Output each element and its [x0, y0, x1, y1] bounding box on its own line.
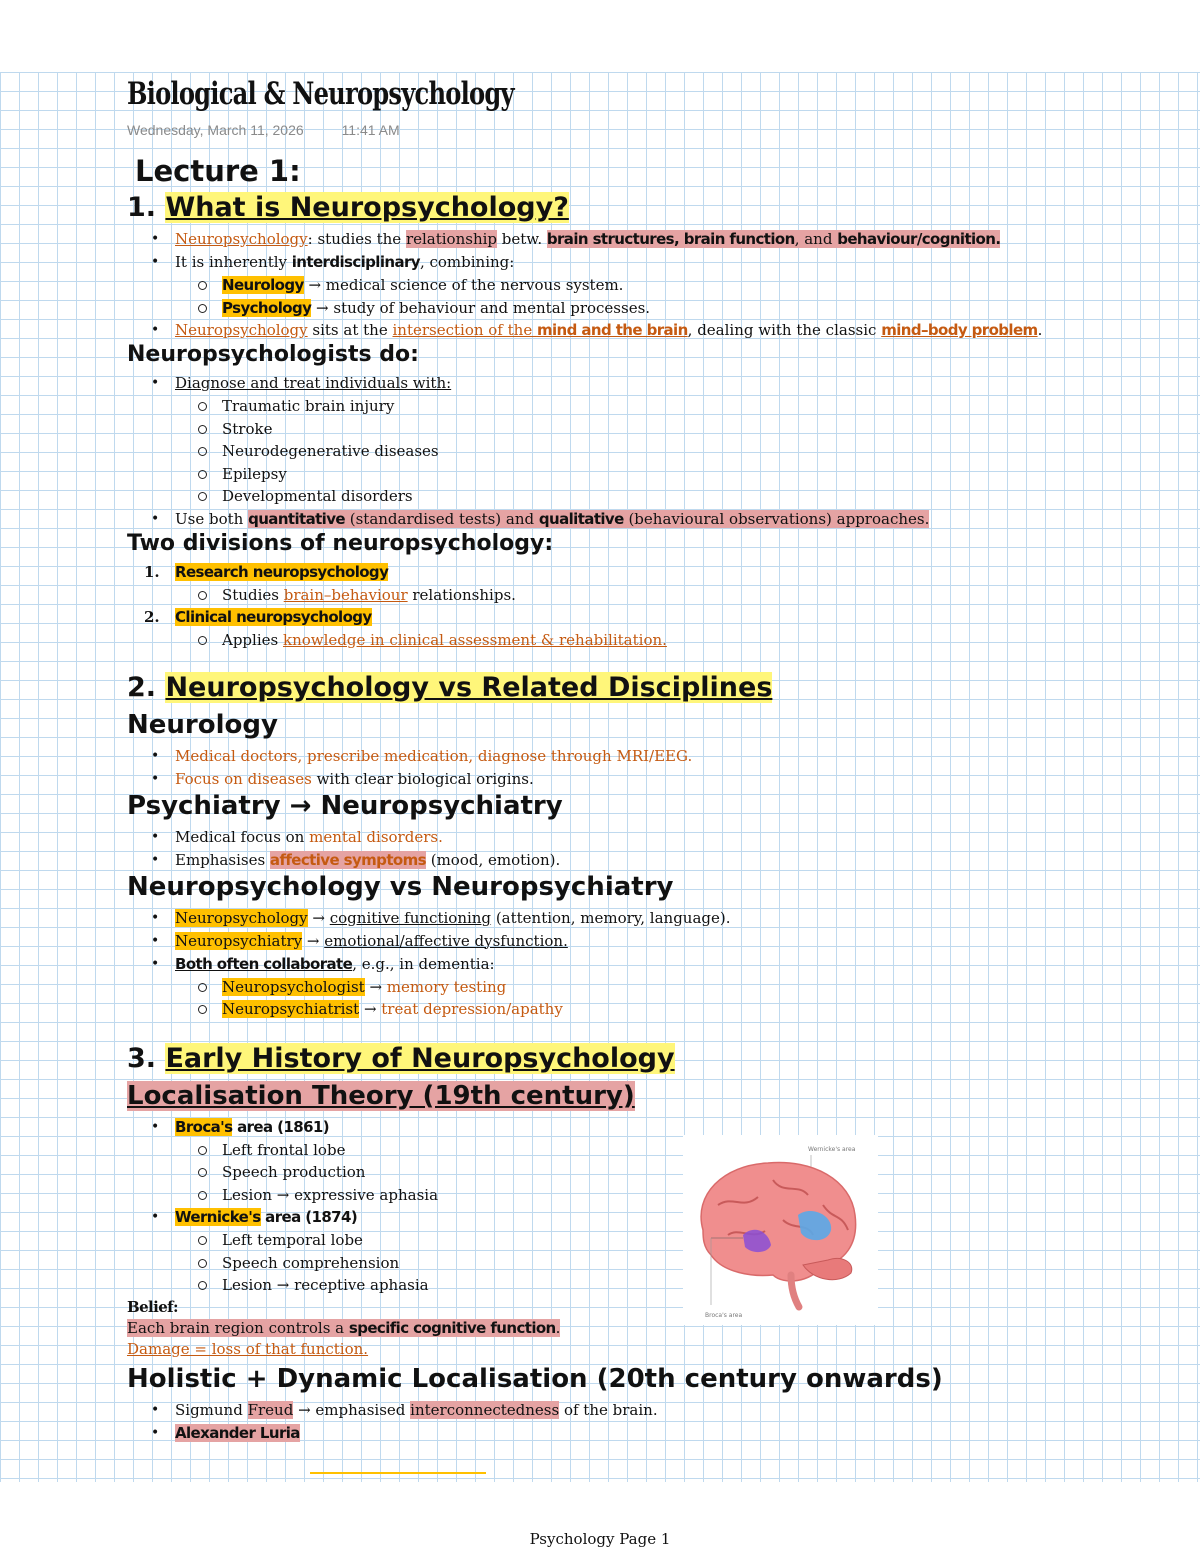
term: Neuropsychologist — [222, 977, 365, 996]
text: (attention, memory, language). — [491, 908, 731, 927]
text: with clear biological origins. — [311, 769, 534, 788]
belief-line — [127, 1318, 1167, 1339]
list-item — [127, 228, 1167, 251]
text: Left temporal lobe — [222, 1231, 363, 1249]
section-number: 2. — [127, 671, 157, 703]
term: Research neuropsychology — [175, 562, 389, 581]
text: → study of behaviour and mental processes. — [311, 298, 651, 317]
divisions-list — [127, 561, 1167, 652]
subheading: Neuropsychologists do: — [127, 342, 419, 367]
text: cognitive functioning — [329, 908, 492, 927]
list-item — [127, 907, 1167, 930]
text: Medical doctors, prescribe medication, diagnose through MRI/EEG. — [175, 746, 693, 765]
list-item — [127, 1399, 1167, 1422]
text: knowledge in clinical assessment & rehabilitation. — [282, 631, 667, 649]
text: → — [302, 931, 325, 950]
list-item — [127, 418, 1167, 441]
text: Lesion → expressive aphasia — [222, 1185, 439, 1204]
list-item — [127, 976, 1167, 999]
term: Broca's — [175, 1117, 233, 1136]
list-item — [127, 849, 1167, 872]
text: mind and the brain — [536, 321, 688, 339]
list-item — [127, 1139, 1167, 1162]
text: , and — [794, 230, 838, 248]
text: → emphasised — [293, 1400, 411, 1419]
text: , e.g., in dementia: — [352, 954, 495, 973]
list-item — [127, 1184, 1167, 1207]
term: Freud — [247, 1400, 294, 1419]
text: Neurodegenerative diseases — [222, 442, 439, 460]
list-item — [127, 297, 1167, 320]
term: Neuropsychiatry — [175, 931, 303, 950]
term: Clinical neuropsychology — [175, 608, 372, 626]
text: mental disorders. — [309, 827, 443, 846]
list-item — [127, 1161, 1167, 1184]
list-item — [127, 319, 1167, 342]
section-number: 3. — [127, 1042, 157, 1074]
text: Left frontal lobe — [222, 1140, 346, 1159]
text: Applies — [222, 631, 283, 649]
term: specific cognitive function — [348, 1318, 556, 1337]
subheading: Holistic + Dynamic Localisation (20th century onwards) — [127, 1363, 943, 1394]
text: Epilepsy — [222, 464, 287, 483]
subheading: Neurology — [127, 709, 278, 740]
text: Emphasises — [175, 850, 270, 869]
text: relationships. — [407, 585, 516, 604]
holistic-list — [127, 1399, 1167, 1445]
belief-label: Belief: — [127, 1297, 178, 1316]
term: Psychology — [222, 298, 312, 317]
term: interconnectedness — [410, 1400, 560, 1419]
list-item — [127, 930, 1167, 953]
list-item — [127, 606, 1167, 629]
text: Each brain region controls a — [127, 1318, 349, 1337]
text: : studies the — [307, 230, 406, 248]
text: memory testing — [386, 977, 507, 996]
list-item — [127, 1206, 1167, 1229]
figure-label-wernicke: Wernicke's area — [808, 1146, 856, 1153]
text: Medical focus on — [175, 827, 310, 846]
list-item — [127, 395, 1167, 418]
text: Focus on diseases — [175, 769, 312, 788]
text: (standardised tests) and — [344, 509, 539, 528]
list-item — [127, 251, 1167, 274]
psychiatry-list — [127, 826, 1167, 872]
term: interdisciplinary — [291, 253, 420, 271]
list-item — [127, 826, 1167, 849]
text: . — [1037, 321, 1043, 339]
subheading: Neuropsychology vs Neuropsychiatry — [127, 871, 674, 902]
section-1-heading — [127, 192, 1167, 228]
subheading — [127, 1081, 1167, 1116]
text: → — [359, 1000, 382, 1018]
text: area (1861) — [232, 1117, 330, 1136]
text: Stroke — [222, 419, 273, 438]
text: , combining: — [419, 253, 515, 271]
list-item — [127, 463, 1167, 486]
text: brain–behaviour — [283, 585, 408, 604]
list-item — [127, 629, 1167, 652]
text: It is inherently — [175, 253, 292, 271]
text: area (1874) — [260, 1208, 358, 1226]
page-time: 11:41 AM — [341, 122, 400, 138]
section-title: What is Neuropsychology? — [165, 192, 569, 223]
list-item — [127, 508, 1167, 531]
list-item — [127, 953, 1167, 976]
subheading: Two divisions of neuropsychology: — [127, 530, 554, 556]
text: relationship — [405, 230, 497, 248]
list-item — [127, 440, 1167, 463]
text: Studies — [222, 585, 284, 604]
section-title: Early History of Neuropsychology — [165, 1042, 675, 1074]
localisation-list — [127, 1116, 1167, 1297]
do-list — [127, 372, 1167, 531]
text: Damage = loss of that function. — [127, 1339, 369, 1358]
list-item — [127, 584, 1167, 607]
list-item — [127, 1274, 1167, 1297]
term: qualitative — [538, 509, 624, 528]
text: of the brain. — [559, 1400, 658, 1419]
section-number: 1. — [127, 192, 157, 223]
text: Lesion → receptive aphasia — [222, 1276, 429, 1294]
list-item — [127, 1116, 1167, 1139]
subheading-text: Localisation Theory (19th century) — [127, 1080, 635, 1111]
text: Speech production — [222, 1163, 366, 1181]
vs-list — [127, 907, 1167, 1021]
text: . — [555, 1318, 561, 1337]
subheading: Psychiatry → Neuropsychiatry — [127, 790, 563, 821]
term: Neuropsychology — [175, 908, 308, 927]
page-footer: Psychology Page 1 — [529, 1530, 671, 1548]
text: → — [307, 908, 330, 927]
text: Use both — [175, 509, 249, 528]
list-item — [127, 768, 1167, 791]
text: Sigmund — [175, 1400, 248, 1419]
list-item — [127, 561, 1167, 584]
term: Wernicke's — [175, 1208, 261, 1226]
note-page — [127, 72, 1167, 1445]
list-item — [127, 745, 1167, 768]
list-item — [127, 372, 1167, 395]
text: treat depression/apathy — [381, 1000, 563, 1018]
brain-illustration — [683, 1135, 878, 1325]
text: sits at the — [307, 321, 393, 339]
figure-label-broca: Broca's area — [705, 1312, 743, 1319]
neurology-list — [127, 745, 1167, 791]
highlight-underline — [310, 1472, 486, 1474]
lecture-heading: Lecture 1: — [135, 154, 301, 188]
list-item — [127, 1252, 1167, 1275]
term: Neuropsychology — [175, 321, 308, 339]
term: Neuropsychiatrist — [222, 1000, 360, 1018]
text: Speech comprehension — [222, 1253, 400, 1272]
text: behaviour/cognition. — [837, 230, 1001, 248]
text: mind–body problem — [881, 321, 1038, 339]
page-datetime — [127, 122, 1167, 142]
page-title: Biological & Neuropsychology — [127, 76, 514, 112]
term: Neurology — [222, 276, 304, 294]
page-date: Wednesday, March 11, 2026 — [127, 122, 304, 138]
term: Both often collaborate — [175, 954, 353, 973]
section-1-list — [127, 228, 1167, 342]
term: Neuropsychology — [175, 230, 308, 248]
section-2-heading — [127, 672, 1167, 710]
text: , dealing with the classic — [687, 321, 882, 339]
text: Traumatic brain injury — [222, 397, 395, 415]
list-item — [127, 485, 1167, 508]
text: Developmental disorders — [222, 487, 413, 505]
list-item — [127, 1229, 1167, 1252]
section-3-heading — [127, 1043, 1167, 1081]
term: quantitative — [248, 509, 345, 528]
term: affective symptoms — [269, 850, 426, 869]
text: → — [364, 977, 387, 996]
belief-line — [127, 1339, 1167, 1360]
list-item — [127, 998, 1167, 1021]
text: betw. — [497, 230, 547, 248]
list-item — [127, 274, 1167, 297]
text: emotional/affective dysfunction. — [324, 931, 568, 950]
section-title: Neuropsychology vs Related Disciplines — [165, 671, 773, 703]
text: brain structures, brain function — [546, 230, 795, 248]
term: Alexander Luria — [175, 1423, 300, 1442]
text: (mood, emotion). — [425, 850, 561, 869]
text: intersection of the — [392, 321, 537, 339]
list-item — [127, 1422, 1167, 1445]
text: (behavioural observations) approaches. — [623, 509, 930, 528]
text: Diagnose and treat individuals with: — [175, 374, 452, 392]
text: → medical science of the nervous system. — [303, 276, 624, 294]
